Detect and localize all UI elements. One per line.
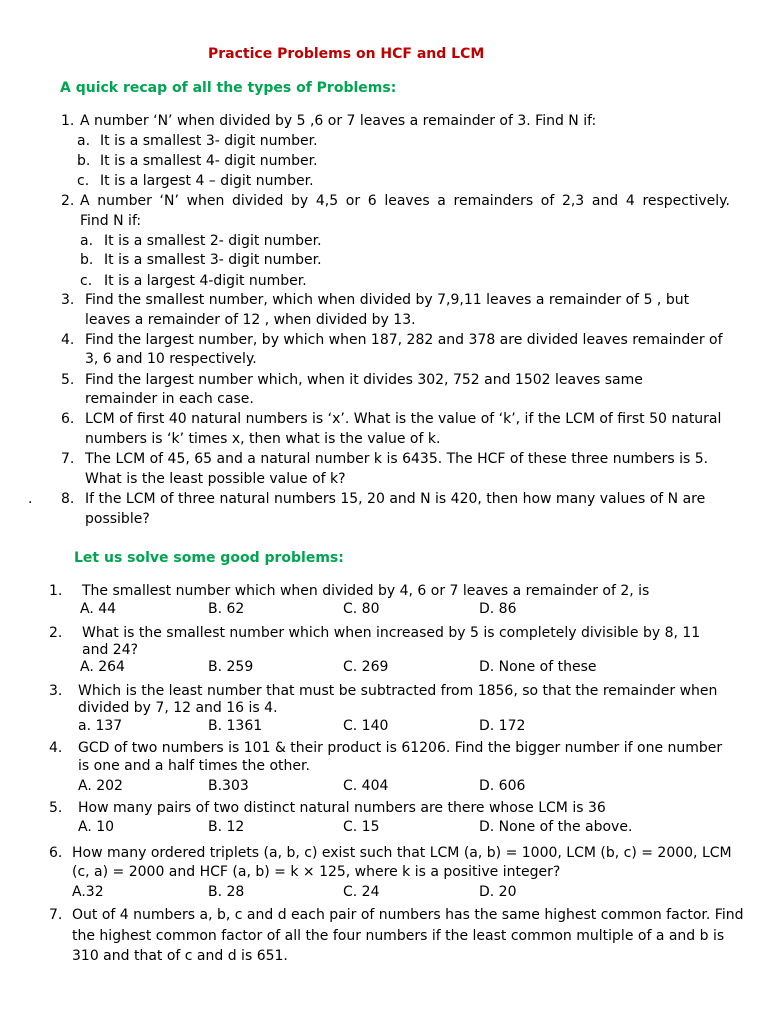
recap-5-line1: Find the largest number which, when it divides 302, 752 and 1502 leaves same — [85, 372, 643, 388]
recap-2-word: and — [591, 193, 619, 209]
recap-2-word: a — [437, 193, 446, 209]
recap-2-word: A — [80, 193, 90, 209]
q4-number: 4. — [49, 740, 63, 756]
q5-option-b: B. 12 — [208, 819, 245, 835]
recap-5-line2: remainder in each case. — [85, 391, 254, 407]
q1-number: 1. — [49, 583, 63, 599]
q3-line1: Which is the least number that must be subtracted from 1856, so that the remainder when — [78, 683, 718, 699]
q6-option-b: B. 28 — [208, 884, 245, 900]
recap-1c-letter: c. — [77, 173, 90, 189]
q4-option-d: D. 606 — [479, 778, 526, 794]
q1-option-b: B. 62 — [208, 601, 245, 617]
q5-number: 5. — [49, 800, 63, 816]
recap-2-word: remainders — [453, 193, 534, 209]
recap-5-number: 5. — [61, 372, 75, 388]
recap-2-word: of — [540, 193, 555, 209]
recap-3-line1: Find the smallest number, which when divided by 7,9,11 leaves a remainder of 5 , but — [85, 292, 690, 308]
q4-line1: GCD of two numbers is 101 & their product is 61206. Find the bigger number if one number — [78, 740, 723, 756]
recap-2-word: ‘N’ — [159, 193, 179, 209]
q2-number: 2. — [49, 625, 63, 641]
recap-2c-letter: c. — [80, 273, 93, 289]
recap-2b-letter: b. — [80, 252, 94, 268]
recap-8-line1: If the LCM of three natural numbers 15, 20 and N is 420, then how many values of N are — [85, 491, 706, 507]
recap-2-word: 4 — [625, 193, 635, 209]
q7-line1: Out of 4 numbers a, b, c and d each pair of numbers has the same highest common factor. Find — [72, 907, 744, 923]
q5-option-c: C. 15 — [343, 819, 380, 835]
q4-option-a: A. 202 — [78, 778, 123, 794]
recap-1b-letter: b. — [77, 153, 91, 169]
recap-2-word: 2,3 — [561, 193, 585, 209]
q6-number: 6. — [49, 845, 63, 861]
recap-4-line2: 3, 6 and 10 respectively. — [85, 351, 257, 367]
q6-line1: How many ordered triplets (a, b, c) exist such that LCM (a, b) = 1000, LCM (b, c) = 2000, LCM — [72, 845, 732, 861]
q7-number: 7. — [49, 907, 63, 923]
recap-3-number: 3. — [61, 292, 75, 308]
recap-1a-letter: a. — [77, 133, 91, 149]
recap-7-number: 7. — [61, 451, 75, 467]
recap-2-line1 — [80, 193, 730, 209]
recap-4-line1: Find the largest number, by which when 187, 282 and 378 are divided leaves remainder of — [85, 332, 723, 348]
recap-2-word: leaves — [384, 193, 430, 209]
recap-2-word: respectively. — [642, 193, 730, 209]
recap-2b-text: It is a smallest 3- digit number. — [104, 252, 322, 268]
recap-4-number: 4. — [61, 332, 75, 348]
q3-number: 3. — [49, 683, 63, 699]
recap-2-line2: Find N if: — [80, 213, 142, 229]
solve-heading: Let us solve some good problems: — [74, 550, 344, 566]
q5-option-d: D. None of the above. — [479, 819, 633, 835]
recap-2c-text: It is a largest 4-digit number. — [104, 273, 307, 289]
q4-option-c: C. 404 — [343, 778, 389, 794]
recap-2-number: 2. — [61, 193, 75, 209]
q7-line3: 310 and that of c and d is 651. — [72, 948, 288, 964]
recap-2a-letter: a. — [80, 233, 94, 249]
q3-option-c: C. 140 — [343, 718, 389, 734]
page-title: Practice Problems on HCF and LCM — [208, 46, 485, 62]
q2-option-b: B. 259 — [208, 659, 254, 675]
recap-2-word: divided — [232, 193, 284, 209]
recap-1a-text: It is a smallest 3- digit number. — [100, 133, 318, 149]
q2-option-d: D. None of these — [479, 659, 597, 675]
recap-1-number: 1. — [61, 113, 75, 129]
q4-option-b: B.303 — [208, 778, 249, 794]
recap-7-line2: What is the least possible value of k? — [85, 471, 346, 487]
recap-1-text: A number ‘N’ when divided by 5 ,6 or 7 leaves a remainder of 3. Find N if: — [80, 113, 597, 129]
q3-option-a: a. 137 — [78, 718, 123, 734]
recap-7-line1: The LCM of 45, 65 and a natural number k is 6435. The HCF of these three numbers is 5. — [85, 451, 709, 467]
q6-option-c: C. 24 — [343, 884, 380, 900]
recap-1c-text: It is a largest 4 – digit number. — [100, 173, 314, 189]
recap-2-word: or — [345, 193, 361, 209]
q7-line2: the highest common factor of all the four numbers if the least common multiple of a and b is — [72, 928, 725, 944]
q1-option-a: A. 44 — [80, 601, 117, 617]
recap-2-word: when — [186, 193, 225, 209]
q5-line1: How many pairs of two distinct natural numbers are there whose LCM is 36 — [78, 800, 606, 816]
recap-6-line1: LCM of first 40 natural numbers is ‘x’. What is the value of ‘k’, if the LCM of first 50 natural — [85, 411, 722, 427]
q4-line2: is one and a half times the other. — [78, 758, 310, 774]
recap-2-word: by — [291, 193, 309, 209]
recap-1b-text: It is a smallest 4- digit number. — [100, 153, 318, 169]
q1-option-c: C. 80 — [343, 601, 380, 617]
q3-option-b: B. 1361 — [208, 718, 263, 734]
q5-option-a: A. 10 — [78, 819, 115, 835]
q2-option-a: A. 264 — [80, 659, 125, 675]
q3-option-d: D. 172 — [479, 718, 526, 734]
q3-line2: divided by 7, 12 and 16 is 4. — [78, 700, 278, 716]
q6-line2: (c, a) = 2000 and HCF (a, b) = k × 125, where k is a positive integer? — [72, 864, 561, 880]
q2-line2: and 24? — [82, 642, 139, 658]
recap-2-word: 6 — [367, 193, 377, 209]
q6-option-a: A.32 — [72, 884, 104, 900]
recap-8-line2: possible? — [85, 511, 150, 527]
recap-6-line2: numbers is ‘k’ times x, then what is the value of k. — [85, 431, 441, 447]
q6-option-d: D. 20 — [479, 884, 517, 900]
q1-line1: The smallest number which when divided by 4, 6 or 7 leaves a remainder of 2, is — [82, 583, 650, 599]
recap-heading: A quick recap of all the types of Problems: — [60, 80, 397, 96]
q1-option-d: D. 86 — [479, 601, 517, 617]
recap-2a-text: It is a smallest 2- digit number. — [104, 233, 322, 249]
q2-line1: What is the smallest number which when increased by 5 is completely divisible by 8, 11 — [82, 625, 701, 641]
q2-option-c: C. 269 — [343, 659, 389, 675]
recap-8-number: 8. — [61, 491, 75, 507]
recap-2-word: number — [97, 193, 152, 209]
recap-2-word: 4,5 — [315, 193, 339, 209]
recap-6-number: 6. — [61, 411, 75, 427]
recap-3-line2: leaves a remainder of 12 , when divided by 13. — [85, 312, 416, 328]
stray-bullet: . — [28, 491, 33, 507]
